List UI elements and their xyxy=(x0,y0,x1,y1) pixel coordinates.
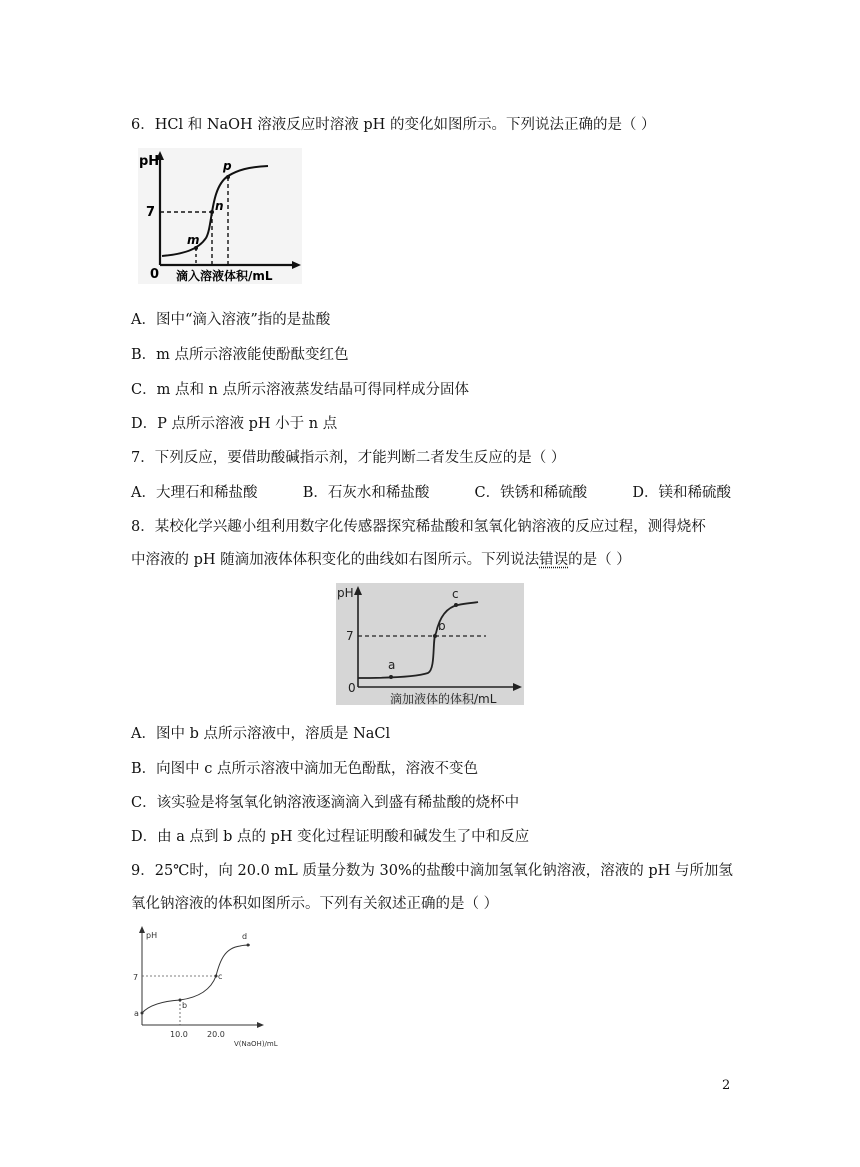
q9-label-a: a xyxy=(134,1009,139,1018)
page-number: 2 xyxy=(722,1078,731,1093)
q9-y-arrow xyxy=(139,926,145,933)
q8-y-arrow xyxy=(354,586,362,595)
q9-x-label: V(NaOH)/mL xyxy=(234,1040,278,1048)
q9-point-a xyxy=(141,1012,144,1015)
q8-y-mark: 7 xyxy=(346,629,354,643)
q9-point-d xyxy=(247,944,250,947)
q6-label-m: m xyxy=(187,233,200,247)
q7-options xyxy=(131,481,731,502)
q6-option-b: B．m 点所示溶液能使酚酞变红色 xyxy=(131,347,349,363)
q8-option-b: B．向图中 c 点所示溶液中滴加无色酚酞，溶液不变色 xyxy=(131,761,478,777)
q8-curve xyxy=(358,602,478,678)
q8-option-c: C．该实验是将氢氧化钠溶液逐滴滴入到盛有稀盐酸的烧杯中 xyxy=(131,795,520,811)
q8-option-d: D．由 a 点到 b 点的 pH 变化过程证明酸和碱发生了中和反应 xyxy=(131,829,530,845)
q6-point-p xyxy=(226,175,230,179)
q9-ph-graph xyxy=(130,924,290,1054)
q7-option-c: C．铁锈和稀硫酸 xyxy=(474,485,588,501)
q6-option-c: C．m 点和 n 点所示溶液蒸发结晶可得同样成分固体 xyxy=(131,382,470,398)
q6-y-label: pH xyxy=(139,154,160,169)
q6-stem: 6．HCl 和 NaOH 溶液反应时溶液 pH 的变化如图所示。下列说法正确的是（ ） xyxy=(131,117,656,133)
q8-y-label: pH xyxy=(337,586,354,600)
q6-figure xyxy=(138,148,302,284)
q9-x-arrow xyxy=(257,1022,264,1028)
q7-option-a: A．大理石和稀盐酸 xyxy=(131,485,258,501)
q8-stem-line2 xyxy=(131,548,631,569)
q8-label-a: a xyxy=(388,658,396,672)
q6-option-d: D．P 点所示溶液 pH 小于 n 点 xyxy=(131,416,338,432)
q8-x-label: 滴加液体的体积/mL xyxy=(390,692,497,705)
q6-x-arrow xyxy=(292,261,301,269)
q9-figure xyxy=(130,924,290,1054)
q8-label-b: b xyxy=(438,619,446,633)
q6-label-n: n xyxy=(215,199,224,213)
q9-stem-line1: 9．25℃时，向 20.0 mL 质量分数为 30%的盐酸中滴加氢氧化钠溶液，溶液的 pH 与所加氢 xyxy=(131,863,733,879)
q9-x-tick-10: 10.0 xyxy=(170,1030,188,1039)
q9-y-mark: 7 xyxy=(133,973,139,982)
q9-curve xyxy=(142,945,250,1013)
q9-x-tick-20: 20.0 xyxy=(207,1030,225,1039)
q6-point-n xyxy=(210,210,214,214)
q6-origin: 0 xyxy=(150,267,160,282)
q6-label-p: p xyxy=(223,159,232,173)
q8-stem-post: 的是（ ） xyxy=(568,552,631,568)
q6-option-a: A．图中“滴入溶液”指的是盐酸 xyxy=(131,312,331,328)
q8-stem-emphasis: 错误 xyxy=(539,552,569,568)
q8-point-b xyxy=(433,634,437,638)
q8-figure xyxy=(336,583,524,705)
q6-ph-graph xyxy=(138,148,302,284)
q9-y-label: pH xyxy=(146,931,158,940)
q9-stem-line2: 氧化钠溶液的体积如图所示。下列有关叙述正确的是（ ） xyxy=(131,896,499,912)
q8-point-a xyxy=(389,675,393,679)
q6-y-mark: 7 xyxy=(146,205,156,220)
q8-ph-graph xyxy=(336,583,524,705)
q8-stem-line1: 8．某校化学兴趣小组利用数字化传感器探究稀盐酸和氢氧化钠溶液的反应过程，测得烧杯 xyxy=(131,519,706,535)
q7-stem: 7．下列反应，要借助酸碱指示剂，才能判断二者发生反应的是（ ） xyxy=(131,450,566,466)
q8-point-c xyxy=(454,603,458,607)
q8-label-c: c xyxy=(452,587,459,601)
q7-option-d: D．镁和稀硫酸 xyxy=(632,485,731,501)
q6-x-label: 滴入溶液体积/mL xyxy=(176,269,273,283)
q9-label-d: d xyxy=(242,932,248,941)
q8-origin: 0 xyxy=(348,681,356,695)
q8-option-a: A．图中 b 点所示溶液中，溶质是 NaCl xyxy=(131,726,391,742)
q8-x-arrow xyxy=(513,683,522,691)
q7-option-b: B．石灰水和稀盐酸 xyxy=(302,485,430,501)
q9-label-b: b xyxy=(182,1001,188,1010)
q9-label-c: c xyxy=(218,972,223,981)
q8-stem-pre: 中溶液的 pH 随滴加液体体积变化的曲线如右图所示。下列说法 xyxy=(131,552,540,568)
